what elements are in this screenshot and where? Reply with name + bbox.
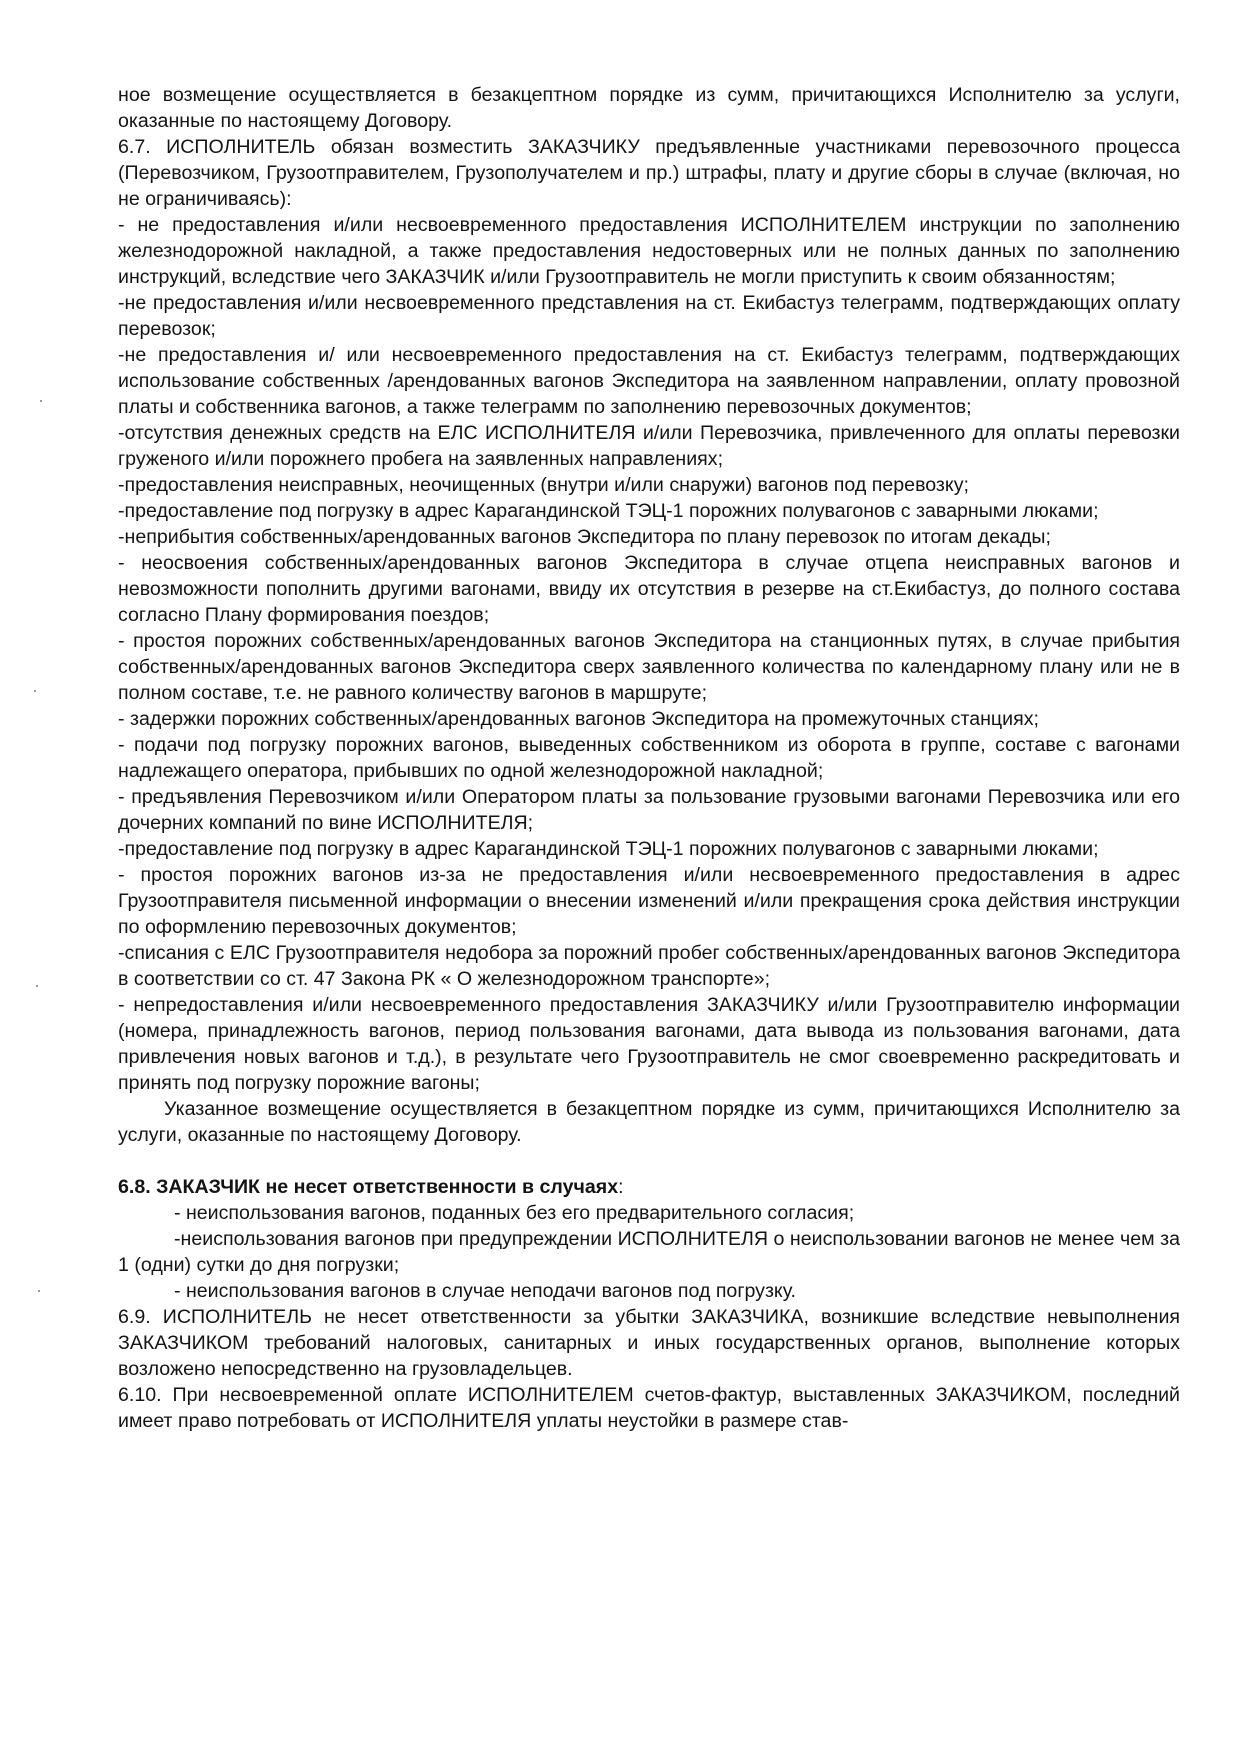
list-item: - задержки порожних собственных/арендованных вагонов Экспедитора на промежуточных станциях; — [118, 708, 1039, 730]
list-item: - подачи под погрузку порожних вагонов, выведенных собственником из оборота в группе, составе с вагонами надлежащего оператора, прибывших по одной железнодорожной накладной; — [118, 734, 1180, 782]
margin-mark — [40, 400, 42, 402]
list-item: - непредоставления и/или несвоевременного предоставления ЗАКАЗЧИКУ и/или Грузоотправителю информации (номера, принадлежность вагонов, период пользования вагонами, дата вывода из пользования вагонами, дата привлечения новых вагонов и т.д.), в результате чего Грузоотправитель не смог своевременно раскредитовать и принять под погрузку порожние вагоны; — [118, 994, 1180, 1094]
list-item: -предоставления неисправных, неочищенных (внутри и/или снаружи) вагонов под перевозку; — [118, 474, 969, 496]
list-item: - простоя порожних собственных/арендованных вагонов Экспедитора на станционных путях, в случае прибытия собственных/арендованных вагонов Экспедитора сверх заявленного количества по календарному плану или не в полном составе, т.е. не равного количеству вагонов в маршруте; — [118, 630, 1180, 704]
section-heading-colon: : — [618, 1176, 624, 1198]
list-item: -списания с ЕЛС Грузоотправителя недобора за порожний пробег собственных/арендованных вагонов Экспедитора в соответствии со ст. 47 Закона РК « О железнодорожном транспорте»; — [118, 942, 1180, 990]
list-item: -не предоставления и/или несвоевременного представления на ст. Екибастуз телеграмм, подтверждающих оплату перевозок; — [118, 292, 1180, 340]
list-item: - неиспользования вагонов, поданных без его предварительного согласия; — [174, 1202, 855, 1224]
paragraph-compensation-note: Указанное возмещение осуществляется в безакцептном порядке из сумм, причитающихся Исполнителю за услуги, оказанные по настоящему Договору. — [118, 1098, 1180, 1146]
section-heading-6-8 — [118, 1174, 1180, 1200]
clause-6-9: 6.9. ИСПОЛНИТЕЛЬ не несет ответственности за убытки ЗАКАЗЧИКА, возникшие вследствие невыполнения ЗАКАЗЧИКОМ требований налоговых, санитарных и иных государственных органов, выполнение которых возложено непосредственно на грузовладельцев. — [118, 1306, 1180, 1380]
document-page — [118, 82, 1180, 1434]
list-item: - простоя порожних вагонов из-за не предоставления и/или несвоевременного предоставления в адрес Грузоотправителя письменной информации о внесении изменений и/или прекращения срока действия инструкции по оформлению перевозочных документов; — [118, 864, 1180, 938]
list-item: -неиспользования вагонов при предупреждении ИСПОЛНИТЕЛЯ о неиспользовании вагонов не менее чем за 1 (одни) сутки до дня погрузки; — [118, 1228, 1180, 1276]
list-item: -предоставление под погрузку в адрес Карагандинской ТЭЦ-1 порожних полувагонов с заварными люками; — [118, 838, 1099, 860]
list-item: - предъявления Перевозчиком и/или Оператором платы за пользование грузовыми вагонами Перевозчика или его дочерних компаний по вине ИСПОЛНИТЕЛЯ; — [118, 786, 1180, 834]
margin-mark — [34, 690, 36, 692]
list-item: -не предоставления и/ или несвоевременного предоставления на ст. Екибастуз телеграмм, подтверждающих использование собственных /арендованных вагонов Экспедитора на заявленном направлении, оплату провозной платы и собственника вагонов, а также телеграмм по заполнению перевозочных документов; — [118, 344, 1180, 418]
margin-mark — [36, 985, 38, 987]
list-item: -отсутствия денежных средств на ЕЛС ИСПОЛНИТЕЛЯ и/или Перевозчика, привлеченного для оплаты перевозки груженого и/или порожнего пробега на заявленных направлениях; — [118, 422, 1180, 470]
margin-mark — [38, 1290, 40, 1292]
list-item: - неосвоения собственных/арендованных вагонов Экспедитора в случае отцепа неисправных вагонов и невозможности пополнить другими вагонами, ввиду их отсутствия в резерве на ст.Екибастуз, до полного состава согласно Плану формирования поездов; — [118, 552, 1180, 626]
clause-6-7: 6.7. ИСПОЛНИТЕЛЬ обязан возместить ЗАКАЗЧИКУ предъявленные участниками перевозочного процесса (Перевозчиком, Грузоотправителем, Грузополучателем и пр.) штрафы, плату и другие сборы в случае (включая, но не ограничиваясь): — [118, 136, 1180, 210]
list-item: - не предоставления и/или несвоевременного предоставления ИСПОЛНИТЕЛЕМ инструкции по заполнению железнодорожной накладной, а также предоставления недостоверных или не полных данных по заполнению инструкций, вследствие чего ЗАКАЗЧИК и/или Грузоотправитель не могли приступить к своим обязанностям; — [118, 214, 1180, 288]
list-item: -предоставление под погрузку в адрес Карагандинской ТЭЦ-1 порожних полувагонов с заварными люками; — [118, 500, 1099, 522]
section-heading-text: 6.8. ЗАКАЗЧИК не несет ответственности в случаях — [118, 1176, 619, 1198]
paragraph-compensation-continued: ное возмещение осуществляется в безакцептном порядке из сумм, причитающихся Исполнителю за услуги, оказанные по настоящему Договору. — [118, 84, 1180, 132]
list-item: - неиспользования вагонов в случае неподачи вагонов под погрузку. — [174, 1280, 797, 1302]
list-item: -неприбытия собственных/арендованных вагонов Экспедитора по плану перевозок по итогам декады; — [118, 526, 1051, 548]
clause-6-10: 6.10. При несвоевременной оплате ИСПОЛНИТЕЛЕМ счетов-фактур, выставленных ЗАКАЗЧИКОМ, последний имеет право потребовать от ИСПОЛНИТЕЛЯ уплаты неустойки в размере став- — [118, 1384, 1180, 1432]
